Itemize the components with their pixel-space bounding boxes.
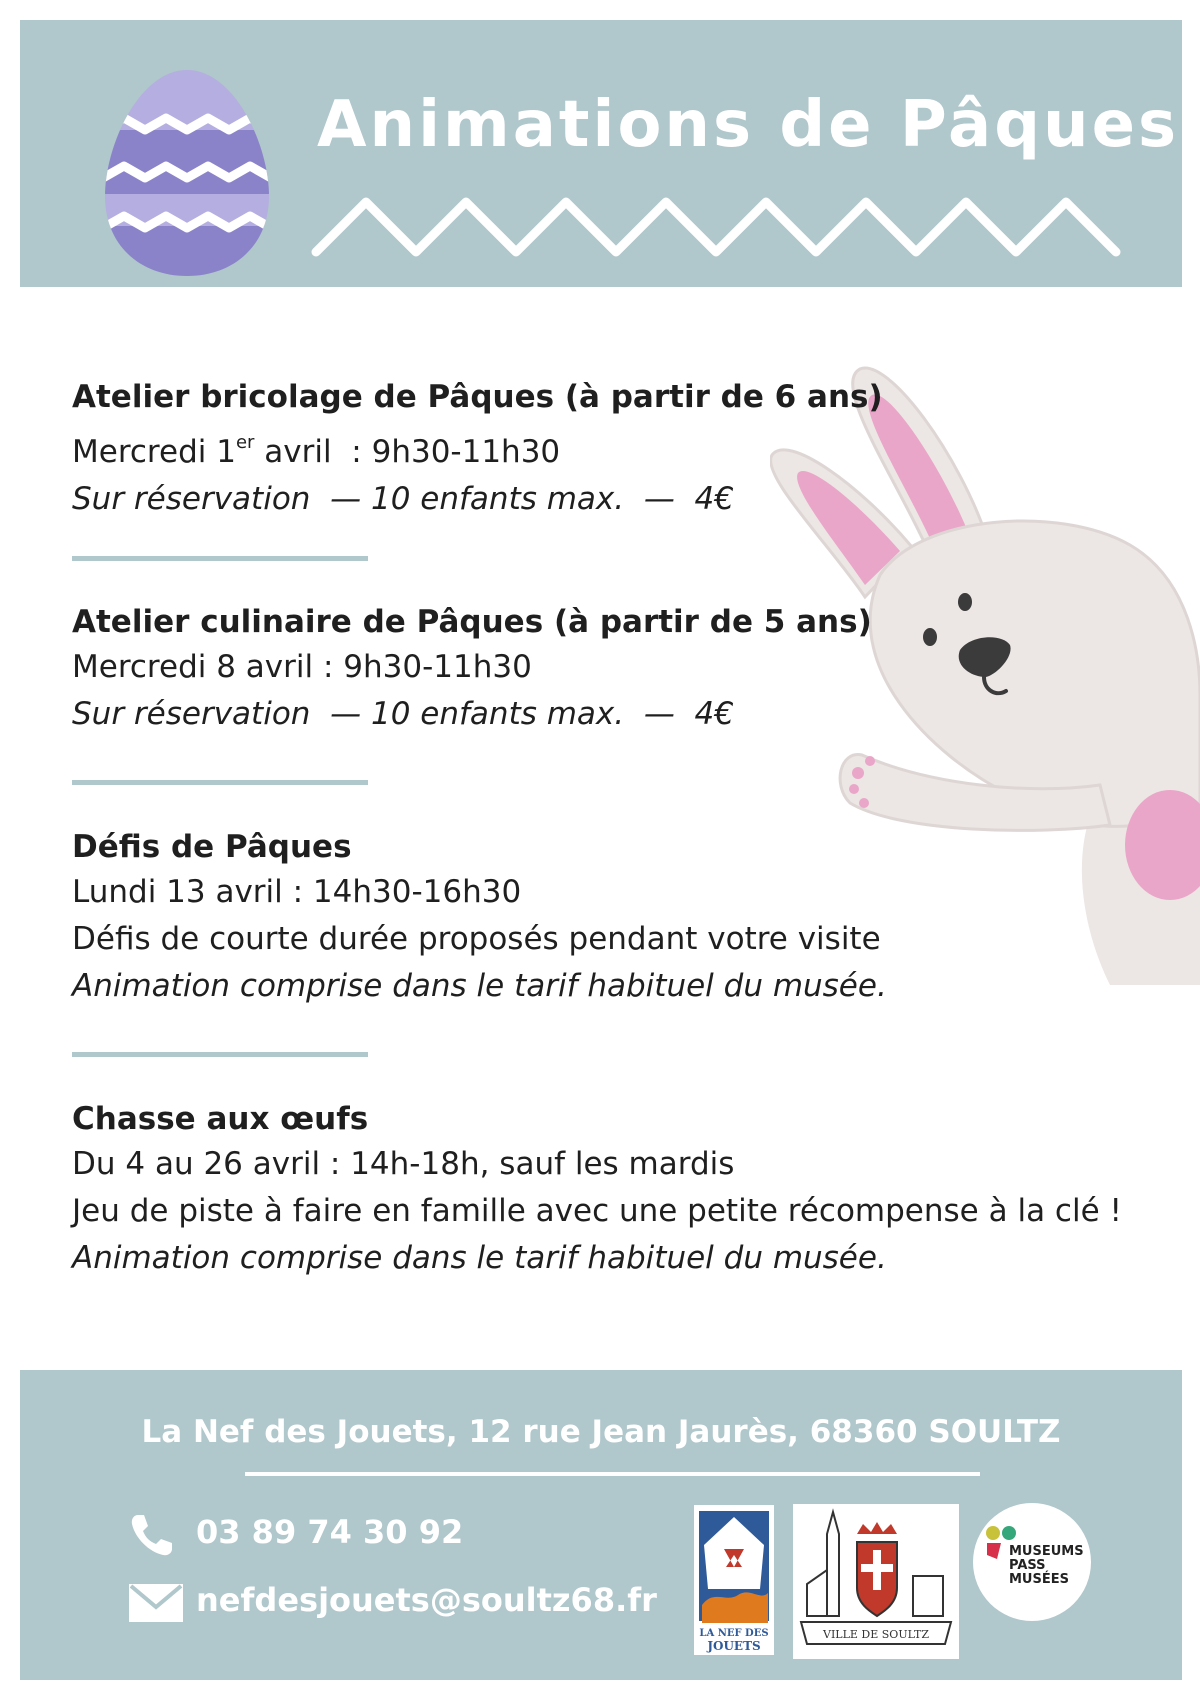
page-title: Animations de Pâques — [317, 88, 1180, 162]
header-banner — [20, 20, 1182, 287]
envelope-icon — [128, 1583, 184, 1623]
event-section-defis — [72, 825, 887, 1010]
event-note: Animation comprise dans le tarif habituel du musée. — [72, 1240, 887, 1276]
phone-number[interactable]: 03 89 74 30 92 — [196, 1513, 464, 1551]
section-divider — [72, 556, 368, 561]
event-date: Mercredi 1er avril : 9h30-11h30 — [72, 432, 561, 470]
section-divider — [72, 1052, 368, 1057]
section-divider — [72, 780, 368, 785]
svg-text:JOUETS: JOUETS — [707, 1639, 761, 1653]
event-note: Sur réservation — 10 enfants max. — 4€ — [72, 696, 734, 732]
footer-divider — [245, 1472, 980, 1476]
easter-egg-icon — [103, 68, 271, 278]
event-title: Atelier bricolage de Pâques (à partir de 6 ans) — [72, 379, 883, 415]
event-note: Sur réservation — 10 enfants max. — 4€ — [72, 481, 734, 517]
event-note: Animation comprise dans le tarif habituel du musée. — [72, 968, 887, 1004]
event-title: Atelier culinaire de Pâques (à partir de 5 ans) — [72, 604, 872, 640]
event-section-bricolage — [72, 375, 883, 523]
event-date: Lundi 13 avril : 14h30-16h30 — [72, 874, 522, 910]
nef-des-jouets-logo — [694, 1505, 774, 1655]
footer-banner — [20, 1370, 1182, 1680]
event-section-chasse — [72, 1097, 1122, 1282]
museums-pass-musees-logo — [973, 1503, 1091, 1621]
event-date: Mercredi 8 avril : 9h30-11h30 — [72, 649, 532, 685]
museums-pass-text: MUSEUMS PASS MUSÉES — [1009, 1544, 1084, 1587]
phone-icon — [128, 1511, 176, 1559]
event-title: Défis de Pâques — [72, 829, 352, 865]
svg-text:LA NEF DES: LA NEF DES — [699, 1628, 769, 1639]
svg-text:VILLE DE SOULTZ: VILLE DE SOULTZ — [823, 1628, 929, 1641]
museum-address: La Nef des Jouets, 12 rue Jean Jaurès, 68360 SOULTZ — [141, 1414, 1061, 1450]
email-link[interactable]: nefdesjouets@soultz68.fr — [196, 1581, 657, 1619]
zigzag-decoration — [310, 192, 1122, 262]
event-date: Du 4 au 26 avril : 14h-18h, sauf les mardis — [72, 1146, 735, 1182]
ville-de-soultz-logo — [793, 1504, 959, 1659]
event-section-culinaire — [72, 600, 872, 738]
event-description: Jeu de piste à faire en famille avec une petite récompense à la clé ! — [72, 1193, 1122, 1229]
event-description: Défis de courte durée proposés pendant votre visite — [72, 921, 881, 957]
event-title: Chasse aux œufs — [72, 1101, 369, 1137]
